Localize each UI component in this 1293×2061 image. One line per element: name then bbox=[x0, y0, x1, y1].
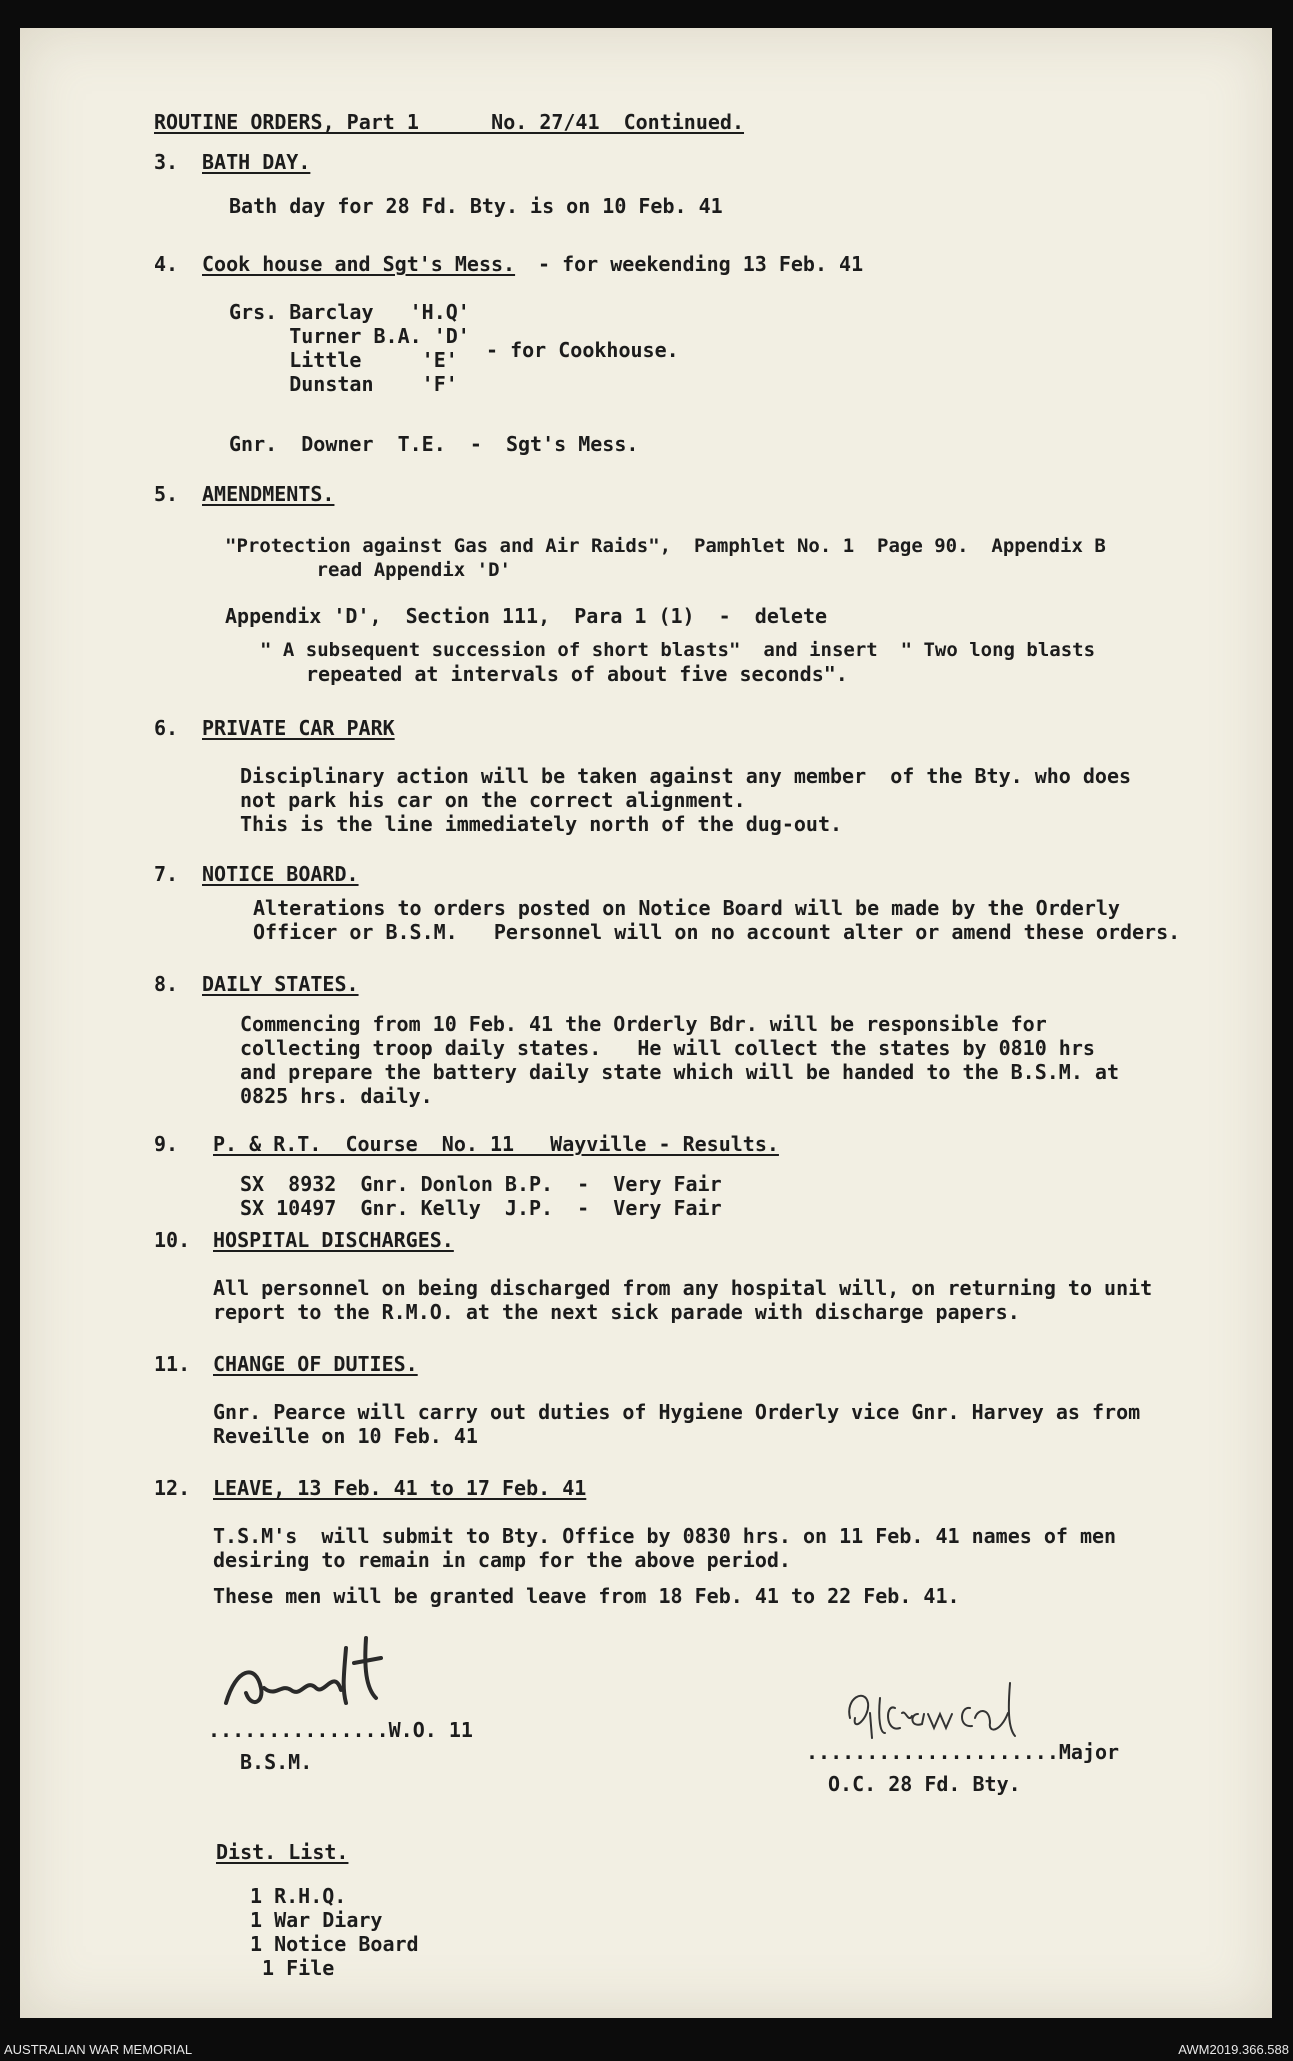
section-body-line: Appendix 'D', Section 111, Para 1 (1) - delete bbox=[225, 604, 828, 628]
result-row: SX 8932 Gnr. Donlon B.P. - Very Fair bbox=[240, 1172, 722, 1196]
document-page bbox=[20, 28, 1272, 2018]
section-body-line: Gnr. Pearce will carry out duties of Hygiene Orderly vice Gnr. Harvey as from bbox=[213, 1400, 1141, 1424]
section-body-line: T.S.M's will submit to Bty. Office by 0830 hrs. on 11 Feb. 41 names of men bbox=[213, 1524, 1117, 1548]
section-body-line: Officer or B.S.M. Personnel will on no account alter or amend these orders. bbox=[253, 920, 1181, 944]
section-body-line: repeated at intervals of about five seconds". bbox=[306, 662, 848, 686]
section-title-course-results: P. & R.T. Course No. 11 Wayville - Results. bbox=[213, 1132, 779, 1156]
section-title-change-of-duties: CHANGE OF DUTIES. bbox=[213, 1352, 418, 1376]
distribution-item: 1 Notice Board bbox=[250, 1932, 419, 1956]
section-number: 8. bbox=[154, 972, 179, 996]
distribution-item: 1 File bbox=[250, 1956, 335, 1980]
distribution-title: Dist. List. bbox=[216, 1840, 349, 1864]
section-body-line: Alterations to orders posted on Notice Board will be made by the Orderly bbox=[253, 896, 1120, 920]
section-number: 3. bbox=[154, 150, 179, 174]
section-body-line: not park his car on the correct alignment. bbox=[240, 788, 746, 812]
oc-signature-line: .....................Major bbox=[806, 1740, 1120, 1764]
section-body-line: desiring to remain in camp for the above period. bbox=[213, 1548, 791, 1572]
section-title-leave: LEAVE, 13 Feb. 41 to 17 Feb. 41 bbox=[213, 1476, 587, 1500]
distribution-item: 1 War Diary bbox=[250, 1908, 383, 1932]
bsm-title: B.S.M. bbox=[240, 1750, 313, 1774]
section-body-line: These men will be granted leave from 18 Feb. 41 to 22 Feb. 41. bbox=[213, 1584, 960, 1608]
section-title-cook-house: Cook house and Sgt's Mess. bbox=[202, 252, 516, 276]
section-body-line: Commencing from 10 Feb. 41 the Orderly Bdr. will be responsible for bbox=[240, 1012, 1047, 1036]
section-number: 6. bbox=[154, 716, 179, 740]
page-heading: ROUTINE ORDERS, Part 1 No. 27/41 Continued. bbox=[154, 110, 745, 134]
distribution-item: 1 R.H.Q. bbox=[250, 1884, 347, 1908]
footer-accession-number: AWM2019.366.588 bbox=[1178, 2042, 1289, 2057]
mess-line: Gnr. Downer T.E. - Sgt's Mess. bbox=[229, 432, 639, 456]
section-body-line: 0825 hrs. daily. bbox=[240, 1084, 433, 1108]
cookhouse-note: - for Cookhouse. bbox=[486, 338, 679, 362]
section-number: 9. bbox=[154, 1132, 179, 1156]
section-body-line: and prepare the battery daily state which will be handed to the B.S.M. at bbox=[240, 1060, 1119, 1084]
section-body-line: "Protection against Gas and Air Raids", Pamphlet No. 1 Page 90. Appendix B bbox=[225, 535, 1106, 557]
section-title-daily-states: DAILY STATES. bbox=[202, 972, 359, 996]
section-number: 4. bbox=[154, 252, 179, 276]
section-number: 12. bbox=[154, 1476, 191, 1500]
cookhouse-row: Grs. Barclay 'H.Q' bbox=[229, 300, 470, 324]
section-body-line: Reveille on 10 Feb. 41 bbox=[213, 1424, 478, 1448]
section-title-notice-board: NOTICE BOARD. bbox=[202, 862, 359, 886]
section-body-line: All personnel on being discharged from any hospital will, on returning to unit bbox=[213, 1276, 1153, 1300]
cookhouse-row: Dunstan 'F' bbox=[229, 372, 458, 396]
section-title-suffix: - for weekending 13 Feb. 41 bbox=[538, 252, 864, 276]
section-number: 11. bbox=[154, 1352, 191, 1376]
section-number: 7. bbox=[154, 862, 179, 886]
section-body-line: collecting troop daily states. He will collect the states by 0810 hrs bbox=[240, 1036, 1095, 1060]
section-body-line: read Appendix 'D' bbox=[225, 559, 511, 581]
section-body-line: report to the R.M.O. at the next sick parade with discharge papers. bbox=[213, 1300, 1020, 1324]
section-body-line: This is the line immediately north of the dug-out. bbox=[240, 812, 843, 836]
bsm-signature-line: ...............W.O. 11 bbox=[208, 1718, 473, 1742]
section-number: 10. bbox=[154, 1228, 191, 1252]
section-body-line: Bath day for 28 Fd. Bty. is on 10 Feb. 41 bbox=[229, 194, 723, 218]
result-row: SX 10497 Gnr. Kelly J.P. - Very Fair bbox=[240, 1196, 722, 1220]
section-title-hospital-discharges: HOSPITAL DISCHARGES. bbox=[213, 1228, 454, 1252]
section-title-private-car-park: PRIVATE CAR PARK bbox=[202, 716, 395, 740]
section-body-line: Disciplinary action will be taken against any member of the Bty. who does bbox=[240, 764, 1132, 788]
section-number: 5. bbox=[154, 482, 179, 506]
oc-signature bbox=[840, 1678, 1040, 1748]
section-body-line: " A subsequent succession of short blasts" and insert " Two long blasts bbox=[260, 639, 1096, 661]
section-title-amendments: AMENDMENTS. bbox=[202, 482, 335, 506]
cookhouse-row: Little 'E' bbox=[229, 348, 458, 372]
section-title-bath-day: BATH DAY. bbox=[202, 150, 311, 174]
footer-institution: AUSTRALIAN WAR MEMORIAL bbox=[4, 2042, 193, 2057]
oc-title: O.C. 28 Fd. Bty. bbox=[828, 1772, 1021, 1796]
bsm-signature bbox=[216, 1628, 416, 1718]
cookhouse-row: Turner B.A. 'D' bbox=[229, 324, 470, 348]
